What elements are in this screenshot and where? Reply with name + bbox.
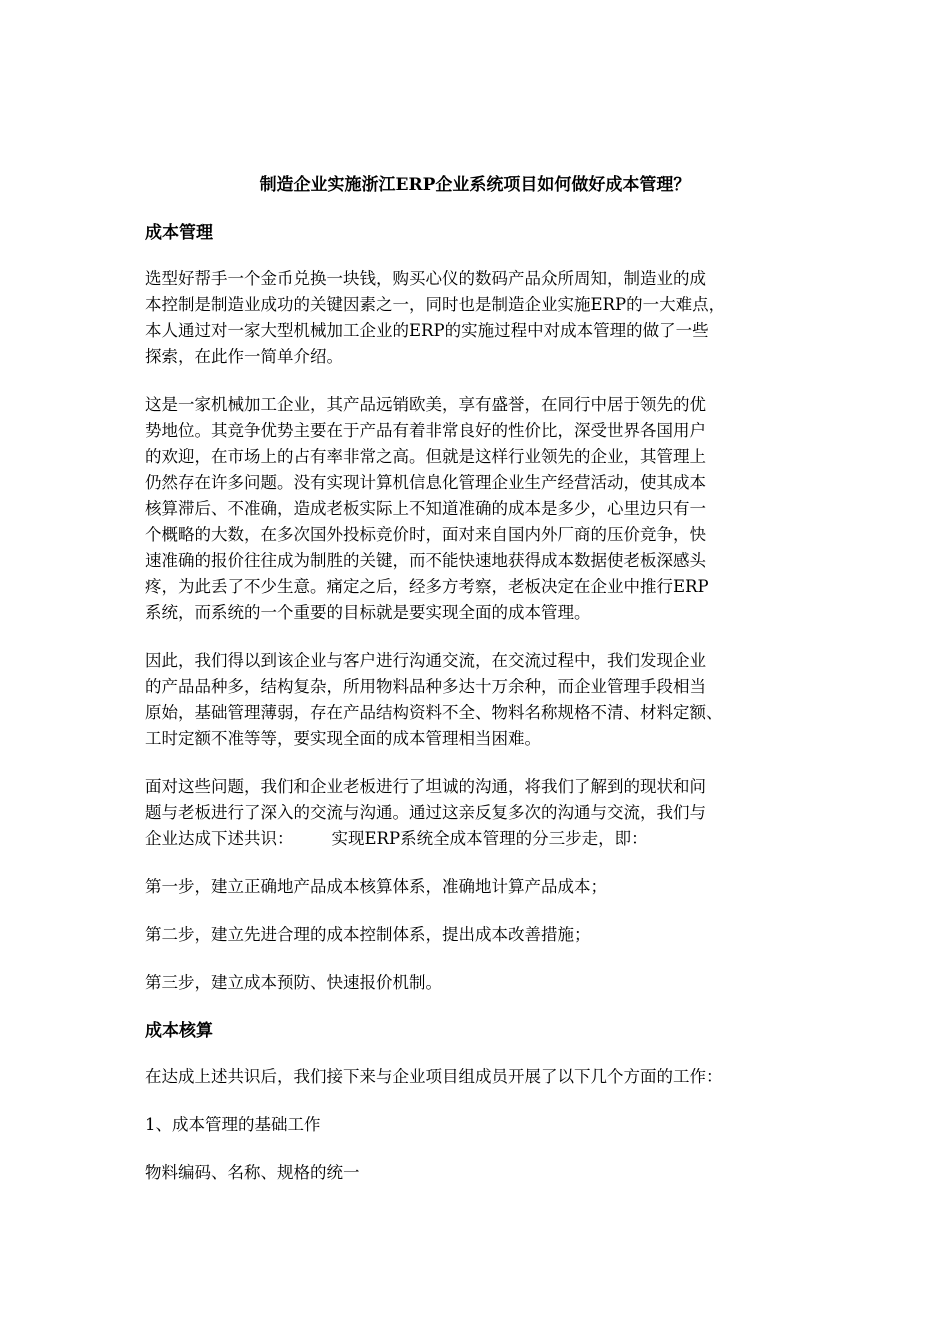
consensus-plan: 实现ERP系统全成本管理的分三步走，即： bbox=[331, 829, 648, 848]
list-item-basic-work: 1、成本管理的基础工作 bbox=[145, 1115, 321, 1134]
consensus-lead: 企业达成下述共识： bbox=[145, 829, 294, 848]
text-line: 面对这些问题，我们和企业老板进行了坦诚的沟通，将我们了解到的现状和问 bbox=[145, 777, 706, 796]
text-line: 这是一家机械加工企业，其产品远销欧美，享有盛誉，在同行中居于领先的优 bbox=[145, 395, 706, 414]
paragraph-company-background bbox=[145, 392, 805, 626]
step-three: 第三步，建立成本预防、快速报价机制。 bbox=[145, 973, 442, 992]
text-line bbox=[145, 826, 805, 852]
paragraph-intro bbox=[145, 266, 805, 370]
text-line: 工时定额不准等等，要实现全面的成本管理相当困难。 bbox=[145, 729, 541, 748]
text-line: 个概略的大数，在多次国外投标竞价时，面对来自国内外厂商的压价竞争，快 bbox=[145, 525, 706, 544]
section-heading-cost-accounting: 成本核算 bbox=[145, 1021, 213, 1041]
text-line: 原始，基础管理薄弱，存在产品结构资料不全、物料名称规格不清、材料定额、 bbox=[145, 703, 723, 722]
text-line: 疼，为此丢了不少生意。痛定之后，经多方考察，老板决定在企业中推行ERP bbox=[145, 577, 709, 596]
paragraph-work-intro: 在达成上述共识后，我们接下来与企业项目组成员开展了以下几个方面的工作： bbox=[145, 1067, 723, 1086]
text-line: 的产品品种多，结构复杂，所用物料品种多达十万余种，而企业管理手段相当 bbox=[145, 677, 706, 696]
text-line: 核算滞后、不准确，造成老板实际上不知道准确的成本是多少，心里边只有一 bbox=[145, 499, 706, 518]
text-line: 仍然存在许多问题。没有实现计算机信息化管理企业生产经营活动，使其成本 bbox=[145, 473, 706, 492]
list-subitem-material-coding: 物料编码、名称、规格的统一 bbox=[145, 1163, 360, 1182]
section-heading-cost-management: 成本管理 bbox=[145, 223, 213, 243]
text-line: 因此，我们得以到该企业与客户进行沟通交流，在交流过程中，我们发现企业 bbox=[145, 651, 706, 670]
text-line: 系统，而系统的一个重要的目标就是要实现全面的成本管理。 bbox=[145, 603, 591, 622]
text-line: 本控制是制造业成功的关键因素之一，同时也是制造企业实施ERP的一大难点， bbox=[145, 295, 726, 314]
text-line: 选型好帮手一个金币兑换一块钱，购买心仪的数码产品众所周知，制造业的成 bbox=[145, 269, 706, 288]
step-one: 第一步，建立正确地产品成本核算体系，准确地计算产品成本； bbox=[145, 877, 607, 896]
step-two: 第二步，建立先进合理的成本控制体系，提出成本改善措施； bbox=[145, 925, 591, 944]
text-line: 题与老板进行了深入的交流与沟通。通过这亲反复多次的沟通与交流，我们与 bbox=[145, 803, 706, 822]
document-body bbox=[145, 172, 805, 1208]
paragraph-problems bbox=[145, 648, 805, 752]
text-line: 势地位。其竞争优势主要在于产品有着非常良好的性价比，深受世界各国用户 bbox=[145, 421, 706, 440]
document-title: 制造企业实施浙江ERP企业系统项目如何做好成本管理？ bbox=[259, 175, 691, 195]
text-line: 的欢迎，在市场上的占有率非常之高。但就是这样行业领先的企业，其管理上 bbox=[145, 447, 706, 466]
text-line: 探索，在此作一简单介绍。 bbox=[145, 347, 343, 366]
paragraph-consensus bbox=[145, 774, 805, 852]
text-line: 本人通过对一家大型机械加工企业的ERP的实施过程中对成本管理的做了一些 bbox=[145, 321, 709, 340]
text-line: 速准确的报价往往成为制胜的关键，而不能快速地获得成本数据使老板深感头 bbox=[145, 551, 706, 570]
